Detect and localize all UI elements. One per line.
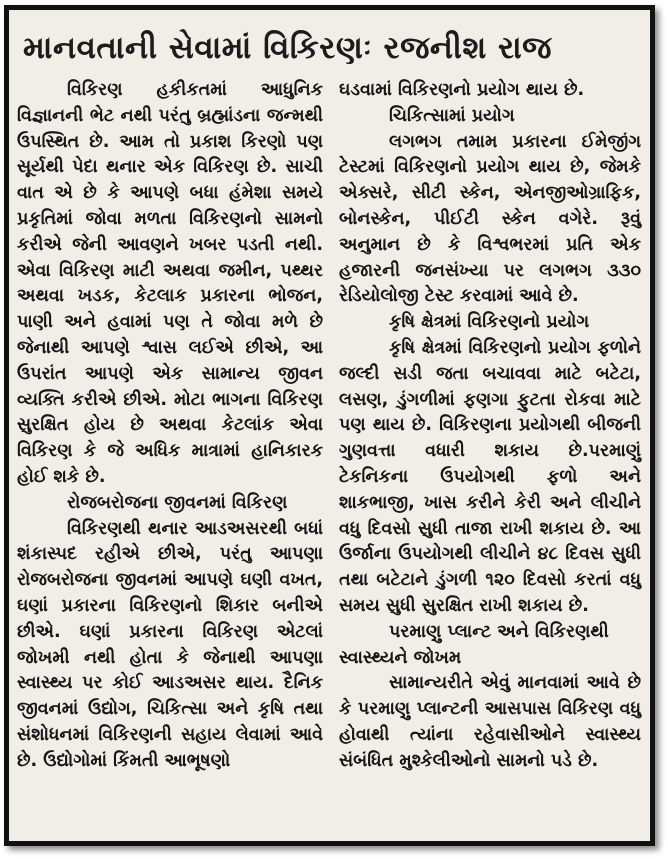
left-column: [17, 78, 323, 775]
medical-paragraph: લગભગ તમામ પ્રકારના ઈમેજીંગ ટેસ્ટમાં વિકિરણનો પ્રયોગ થાય છે, જેમકે એક્સરે, સીટી સ્કેન, એનજીઓગ્રાફિક, બોનસ્કેન, પીઈટી સ્કેન વગેરે. રૂવું અનુમાન છે કે વિશ્વભરમાં પ્રતિ એક હજારની જનસંખ્યા પર લગભગ ૩૩૦ રેડિયોલોજી ટેસ્ટ કરવામાં આવે છે.: [339, 131, 641, 307]
daily-life-paragraph: વિકિરણથી થનાર આડઅસરથી બધાં શંકાસ્પદ રહીએ છીએ, પરંતુ આપણા રોજબરોજના જીવનમાં આપણે ઘણી વખત, ઘણાં પ્રકારના વિકિરણનો શિકાર બનીએ છીએ. ઘણાં પ્રકારના વિકિરણ એટલાં જોખમી નથી હોતા કે જેનાથી આપણા સ્વાસ્થ્ય પર કોઈ આડઅસર થાય. દૈનિક જીવનમાં ઉદ્યોગ, ચિકિત્સા અને કૃષિ તથા સંશોધનમાં વિકિરણની સહાય લેવામાં આવે છે. ઉદ્યોગોમાં કિંમતી આભૂષણો: [17, 518, 323, 771]
agriculture-paragraph: કૃષિ ક્ષેત્રમાં વિકિરણનો પ્રયોગ ફળોને જલ્દી સડી જતા બચાવવા માટે બટેટા, લસણ, ડુંગળીમાં ફણગા ફુટતા રોકવા માટે પણ થાય છે. વિકિરણના પ્રયોગથી બીજની ગુણવત્તા વધારી શકાય છે.પરમાણું ટેકનિકના ઉપયોગથી ફળો અને શાકભાજી, ખાસ કરીને કેરી અને લીચીને વધુ દિવસો સુધી તાજા રાખી શકાય છે. આ ઉર્જાના ઉપયોગથી લીચીને ૪૮ દિવસ સુધી તથા બટેટાને ડુંગળી ૧૨૦ દિવસો કરતાં વધુ સમય સુધી સુરક્ષિત રાખી શકાય છે.: [339, 337, 641, 616]
intro-paragraph: વિકિરણ હકીકતમાં આધુનિક વિજ્ઞાનની ભેટ નથી પરંતુ બ્રહ્માંડના જન્મથી ઉપસ્થિત છે. આમ તો પ્રકાશ કિરણો પણ સૂર્યથી પેદા થનાર એક વિકિરણ છે. સાચી વાત એ છે કે આપણે બધા હંમેશા સમયે પ્રકૃતિમાં જોવા મળતા વિકિરણનો સામનો કરીએ જેની આવણને ખબર પડતી નથી. એવા વિકિરણ માટી અથવા જમીન, પથ્થર અથવા ખડક, કેટલાક પ્રકારના ભોજન, પાણી અને હવામાં પણ તે જોવા મળે છે જેનાથી આપણે શ્વાસ લઈએ છીએ, આ ઉપરાંત આપણે એક સામાન્ય જીવન વ્યક્તિ કરીએ છીએ. મોટા ભાગના વિકિરણ સુરક્ષિત હોય છે અથવા કેટલાંક એવા વિકિરણ કે જે અધિક માત્રામાં હાનિકારક હોઈ શકે છે.: [17, 80, 323, 487]
continued-paragraph: ઘડવામાં વિકિરણનો પ્રયોગ થાય છે.: [339, 80, 585, 100]
subheading-daily-life: રોજબરોજના જીવનમાં વિકિરણ: [67, 492, 288, 513]
subheading-medical: ચિકિત્સામાં પ્રયોગ: [389, 105, 515, 126]
right-column: [339, 78, 641, 775]
subheading-nuclear-plant: પરમાણુ પ્લાન્ટ અને વિકિરણથી સ્વાસ્થ્યને જોખમ: [339, 621, 609, 668]
subheading-agriculture: કૃષિ ક્ષેત્રમાં વિકિરણનો પ્રયોગ: [389, 312, 590, 333]
newspaper-clipping: [4, 5, 655, 846]
nuclear-plant-paragraph: સામાન્યરીતે એવું માનવામાં આવે છે કે પરમાણુ પ્લાન્ટની આસપાસ વિકિરણ વધુ હોવાથી ત્યાંના રહેવાસીઓને સ્વાસ્થ્ય સંબંધિત મુશ્કેલીઓનો સામનો પડે છે.: [339, 673, 641, 771]
article-headline: માનવતાની સેવામાં વિકિરણઃ રજનીશ રાજ: [23, 30, 552, 66]
